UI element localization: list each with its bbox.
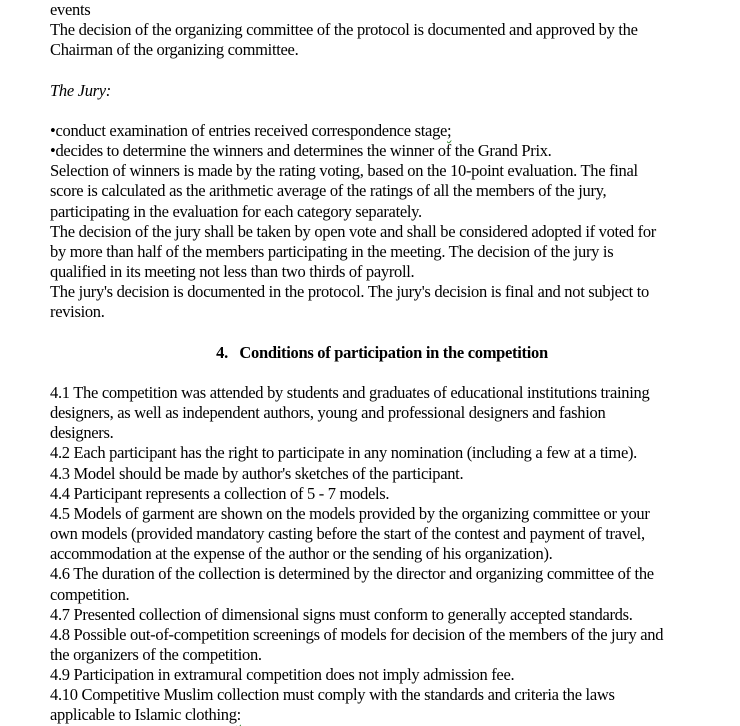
text-line: 4.1 The competition was attended by students and graduates of educational institutions training	[50, 382, 650, 402]
text-line: The decision of the jury shall be taken by open vote and shall be considered adopted if voted for	[50, 221, 656, 241]
blank-line	[50, 323, 714, 343]
text-line: revision.	[50, 302, 105, 322]
text-line: •decides to determine the winners and determines the winner of the Grand Prix.	[50, 141, 552, 161]
text-line: 4.5 Models of garment are shown on the models provided by the organizing committee or your	[50, 503, 650, 523]
text-line: The decision of the organizing committee of the protocol is documented and approved by the	[50, 20, 638, 40]
grammar-squiggle: ;	[447, 120, 452, 140]
text-line: •conduct examination of entries received correspondence stage;	[50, 120, 452, 140]
blank-line	[50, 101, 714, 121]
text-line: events	[50, 0, 91, 19]
section-heading: 4. Conditions of participation in the competition	[216, 342, 548, 362]
text-line: designers, as well as independent authors, young and professional designers and fashion	[50, 403, 606, 423]
text-line: 4.4 Participant represents a collection of 5 - 7 models.	[50, 483, 390, 503]
text-line: Chairman of the organizing committee.	[50, 40, 299, 60]
text-line: applicable to Islamic clothing:	[50, 705, 241, 725]
text-line: The Jury:	[50, 80, 111, 100]
text-line: own models (provided mandatory casting before the start of the contest and payment of travel,	[50, 524, 645, 544]
text-line: score is calculated as the arithmetic average of the ratings of all the members of the jury,	[50, 181, 607, 201]
text-line: 4.9 Participation in extramural competition does not imply admission fee.	[50, 665, 515, 685]
text-line: qualified in its meeting not less than two thirds of payroll.	[50, 262, 415, 282]
blank-line	[50, 363, 714, 383]
text-line: accommodation at the expense of the author or the sending of his organization).	[50, 544, 553, 564]
text-line: competition.	[50, 584, 130, 604]
text-line: the organizers of the competition.	[50, 645, 262, 664]
text-line: 4.6 The duration of the collection is determined by the director and organizing committee of the	[50, 564, 654, 584]
text-line: Selection of winners is made by the rating voting, based on the 10-point evaluation. The final	[50, 161, 638, 181]
text-line: 4.8 Possible out-of-competition screenings of models for decision of the members of the jury and	[50, 624, 664, 644]
blank-line	[50, 60, 714, 80]
text-line: 4.10 Competitive Muslim collection must comply with the standards and criteria the laws	[50, 685, 615, 705]
grammar-squiggle: :	[236, 705, 241, 725]
text-line: designers.	[50, 423, 114, 443]
text-line: 4.7 Presented collection of dimensional signs must conform to generally accepted standards.	[50, 604, 633, 624]
text-line: 4.3 Model should be made by author's sketches of the participant.	[50, 463, 464, 483]
text-line: 4.2 Each participant has the right to participate in any nomination (including a few at a time).	[50, 443, 638, 463]
text-line: participating in the evaluation for each category separately.	[50, 201, 422, 221]
text-line: The jury's decision is documented in the protocol. The jury's decision is final and not subject to	[50, 282, 649, 302]
text-line: by more than half of the members participating in the meeting. The decision of the jury is	[50, 241, 614, 261]
